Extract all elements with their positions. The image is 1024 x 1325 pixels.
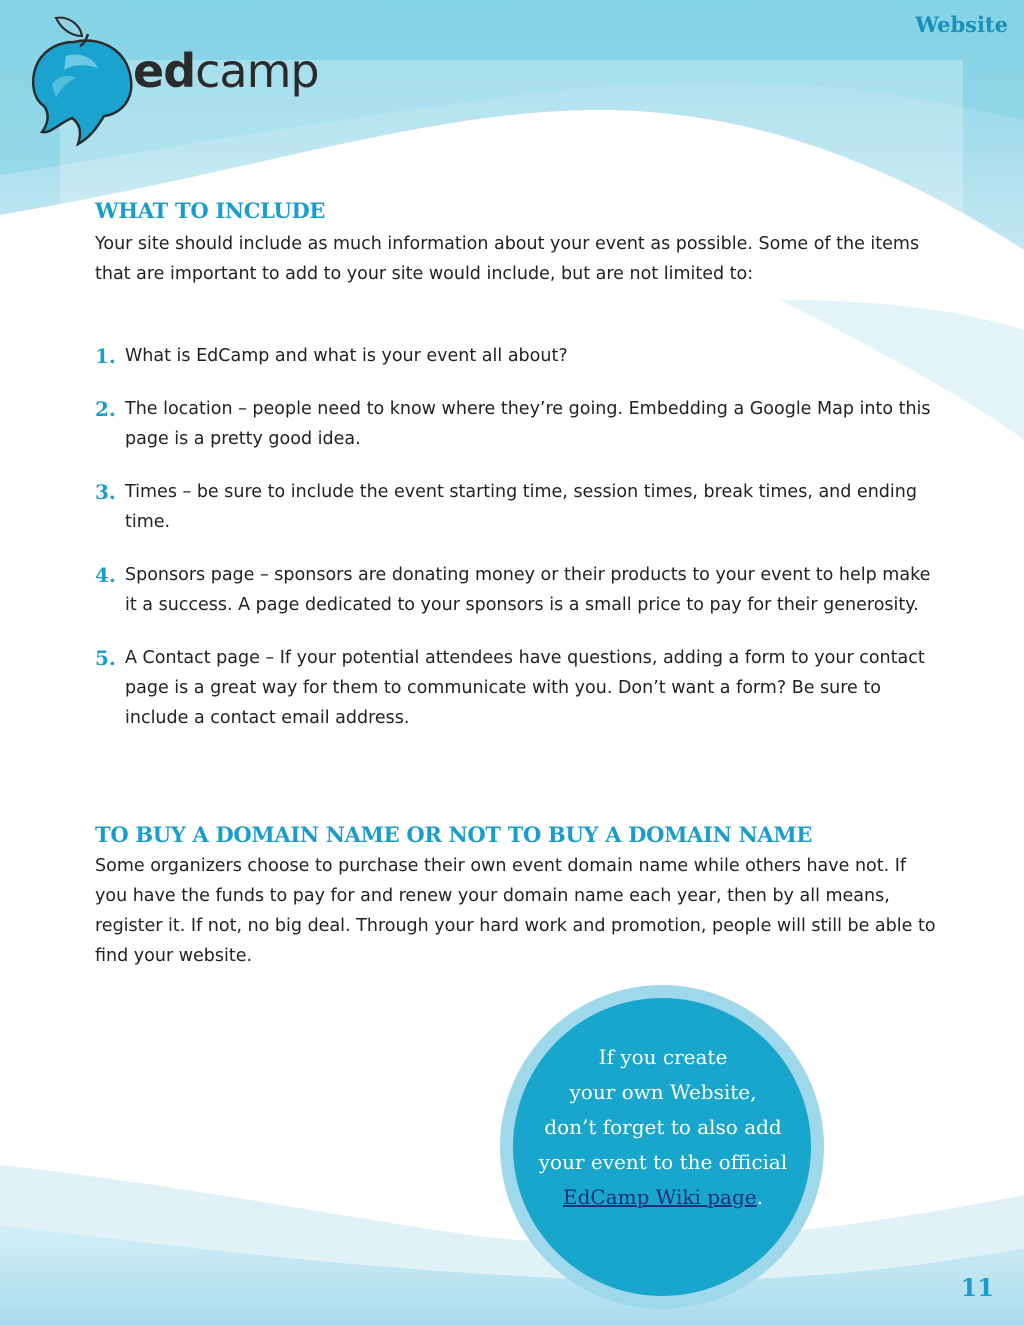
edcamp-wiki-link[interactable]: EdCamp Wiki page [563, 1185, 757, 1209]
list-item [95, 643, 940, 733]
callout-text [520, 1040, 806, 1215]
list-number: 5. [95, 646, 116, 670]
logo-wordmark [133, 44, 319, 98]
list-item [95, 560, 940, 620]
intro-paragraph: Your site should include as much information about your event as possible. Some of the items that are important to add to your site would include, but are not limited to: [95, 234, 920, 284]
section-domain-name [95, 822, 940, 971]
domain-paragraph: Some organizers choose to purchase their own event domain name while others have not. If you have the funds to pay for and renew your domain name each year, then by all means, register it. If not, no big deal. Through your hard work and promotion, people will still be able to find your website. [95, 856, 936, 966]
list-text: A Contact page – If your potential attendees have questions, adding a form to your contact page is a great way for them to communicate with you. Don’t want a form? Be sure to include a contact email address. [125, 648, 925, 728]
list-item [95, 394, 940, 454]
list-number: 1. [95, 344, 116, 368]
section-title-domain-name: TO BUY A DOMAIN NAME OR NOT TO BUY A DOMAIN NAME [95, 822, 813, 847]
include-list [95, 341, 940, 756]
section-label: Website [915, 12, 1008, 37]
list-text: The location – people need to know where they’re going. Embedding a Google Map into this page is a pretty good idea. [125, 399, 931, 449]
section-title-what-to-include: WHAT TO INCLUDE [95, 198, 326, 223]
list-text: What is EdCamp and what is your event all about? [125, 346, 568, 366]
section-what-to-include [95, 198, 940, 289]
callout-line: your event to the official [538, 1150, 788, 1174]
callout-link-line [520, 1180, 806, 1215]
callout-link-suffix: . [756, 1185, 763, 1209]
callout-line: don’t forget to also add [544, 1115, 782, 1139]
logo-text-light: camp [195, 44, 319, 98]
list-item [95, 477, 940, 537]
list-number: 3. [95, 480, 116, 504]
list-text: Times – be sure to include the event starting time, session times, break times, and ending time. [125, 482, 917, 532]
page-number: 11 [960, 1273, 994, 1302]
list-number: 2. [95, 397, 116, 421]
callout-line: If you create [598, 1045, 728, 1069]
list-text: Sponsors page – sponsors are donating money or their products to your event to help make it a success. A page dedicated to your sponsors is a small price to pay for their generosity. [125, 565, 931, 615]
list-item [95, 341, 940, 371]
list-number: 4. [95, 563, 116, 587]
logo-text-bold: ed [133, 44, 196, 98]
callout-line: your own Website, [569, 1080, 757, 1104]
